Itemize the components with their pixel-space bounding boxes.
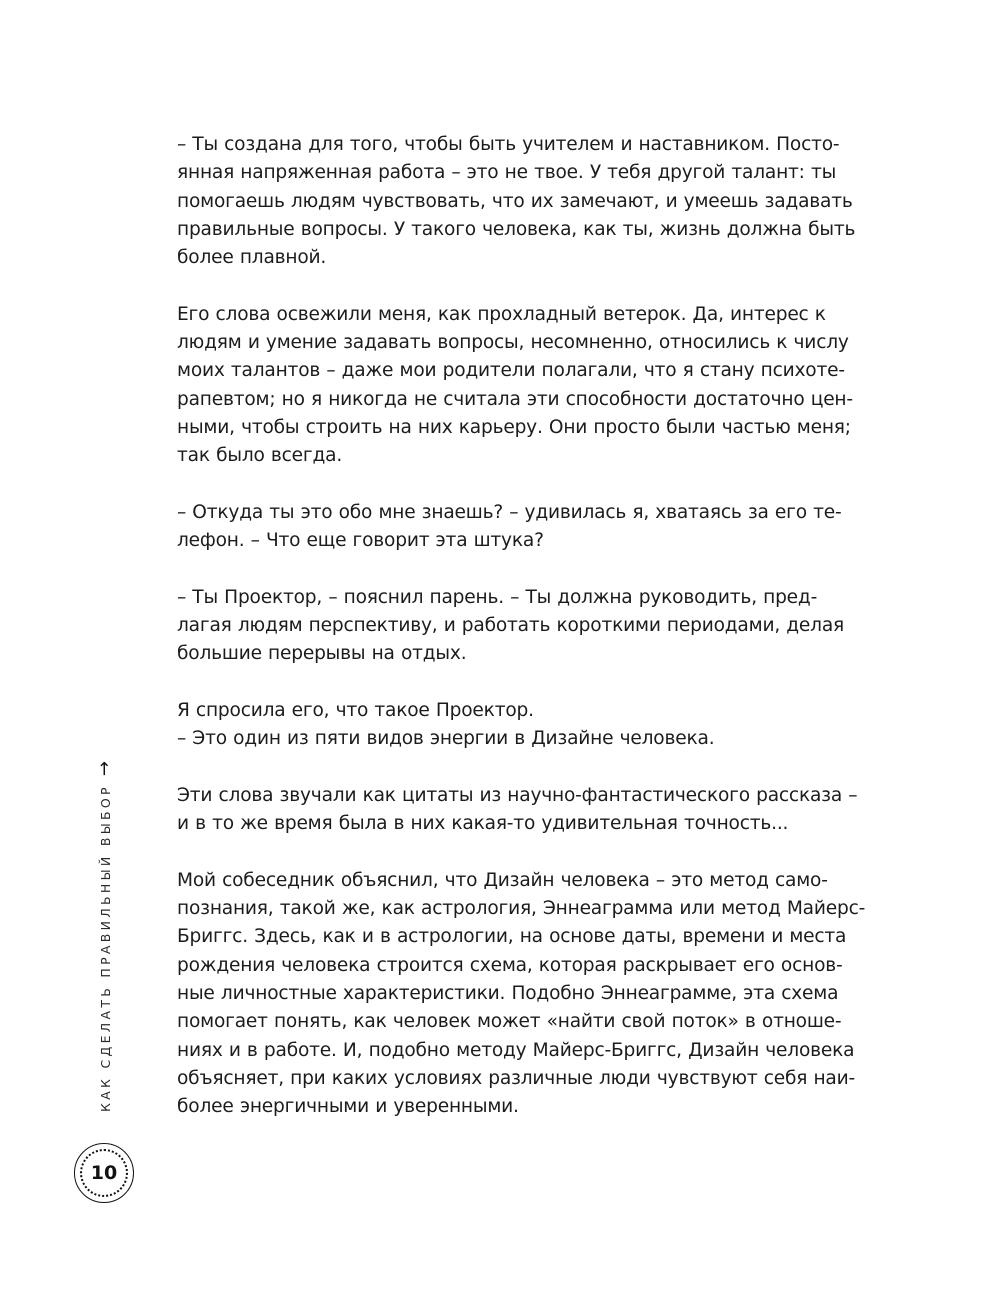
text-line: ными, чтобы строить на них карьеру. Они просто были частью меня; (177, 416, 851, 438)
paragraph-5 (177, 697, 869, 754)
paragraph-2 (177, 301, 869, 471)
arrow-right-icon: → (94, 761, 115, 777)
text-line: объясняет, при каких условиях различные люди чувствуют себя наи- (177, 1067, 855, 1089)
text-line: ные личностные характеристики. Подобно Эннеаграмме, эта схема (177, 982, 839, 1004)
text-line: рапевтом; но я никогда не считала эти способности достаточно цен- (177, 388, 853, 410)
paragraph-6 (177, 782, 869, 839)
text-line: рождения человека строится схема, которая раскрывает его основ- (177, 954, 843, 976)
text-line: – Это один из пяти видов энергии в Дизайне человека. (177, 728, 715, 750)
body-text (177, 131, 869, 1121)
text-line: лефон. – Что еще говорит эта штука? (177, 530, 544, 552)
text-line: познания, такой же, как астрология, Эннеаграмма или метод Майерс- (177, 898, 866, 920)
paragraph-3 (177, 499, 869, 556)
text-line: – Ты создана для того, чтобы быть учителем и наставником. Посто- (177, 134, 840, 155)
page-number-badge (74, 1143, 134, 1203)
text-line: Я спросила его, что такое Проектор. (177, 699, 534, 721)
text-line: Его слова освежили меня, как прохладный ветерок. Да, интерес к (177, 303, 826, 325)
text-line: – Ты Проектор, – пояснил парень. – Ты должна руководить, пред- (177, 586, 818, 608)
text-line: помогает понять, как человек может «найти свой поток» в отноше- (177, 1011, 842, 1033)
running-title (96, 761, 114, 1112)
text-line: лагая людям перспективу, и работать короткими периодами, делая (177, 615, 845, 637)
text-line: людям и умение задавать вопросы, несомненно, относились к числу (177, 332, 849, 354)
text-line: – Откуда ты это обо мне знаешь? – удивилась я, хватаясь за его те- (177, 501, 842, 523)
paragraph-1 (177, 131, 869, 272)
page-number: 10 (90, 1162, 118, 1184)
text-line: Бриггс. Здесь, как и в астрологии, на основе даты, времени и места (177, 926, 847, 948)
text-line: янная напряженная работа – это не твое. У тебя другой талант: ты (177, 162, 837, 184)
text-line: так было всегда. (177, 445, 343, 467)
text-line: и в то же время была в них какая-то удивительная точность... (177, 813, 789, 835)
text-line: помогаешь людям чувствовать, что их замечают, и умеешь задавать (177, 190, 853, 212)
text-line: ниях и в работе. И, подобно методу Майерс-Бриггс, Дизайн человека (177, 1039, 855, 1061)
running-title-text: КАК СДЕЛАТЬ ПРАВИЛЬНЫЙ ВЫБОР (97, 784, 113, 1112)
text-line: большие перерывы на отдых. (177, 643, 467, 665)
paragraph-7 (177, 867, 869, 1122)
text-line: более плавной. (177, 247, 327, 269)
text-line: Мой собеседник объяснил, что Дизайн человека – это метод само- (177, 869, 828, 891)
paragraph-4 (177, 584, 869, 669)
text-line: правильные вопросы. У такого человека, как ты, жизнь должна быть (177, 218, 856, 240)
text-line: моих талантов – даже мои родители полагали, что я стану психоте- (177, 360, 845, 382)
text-line: Эти слова звучали как цитаты из научно-фантастического рассказа – (177, 784, 858, 806)
text-line: более энергичными и уверенными. (177, 1096, 519, 1118)
